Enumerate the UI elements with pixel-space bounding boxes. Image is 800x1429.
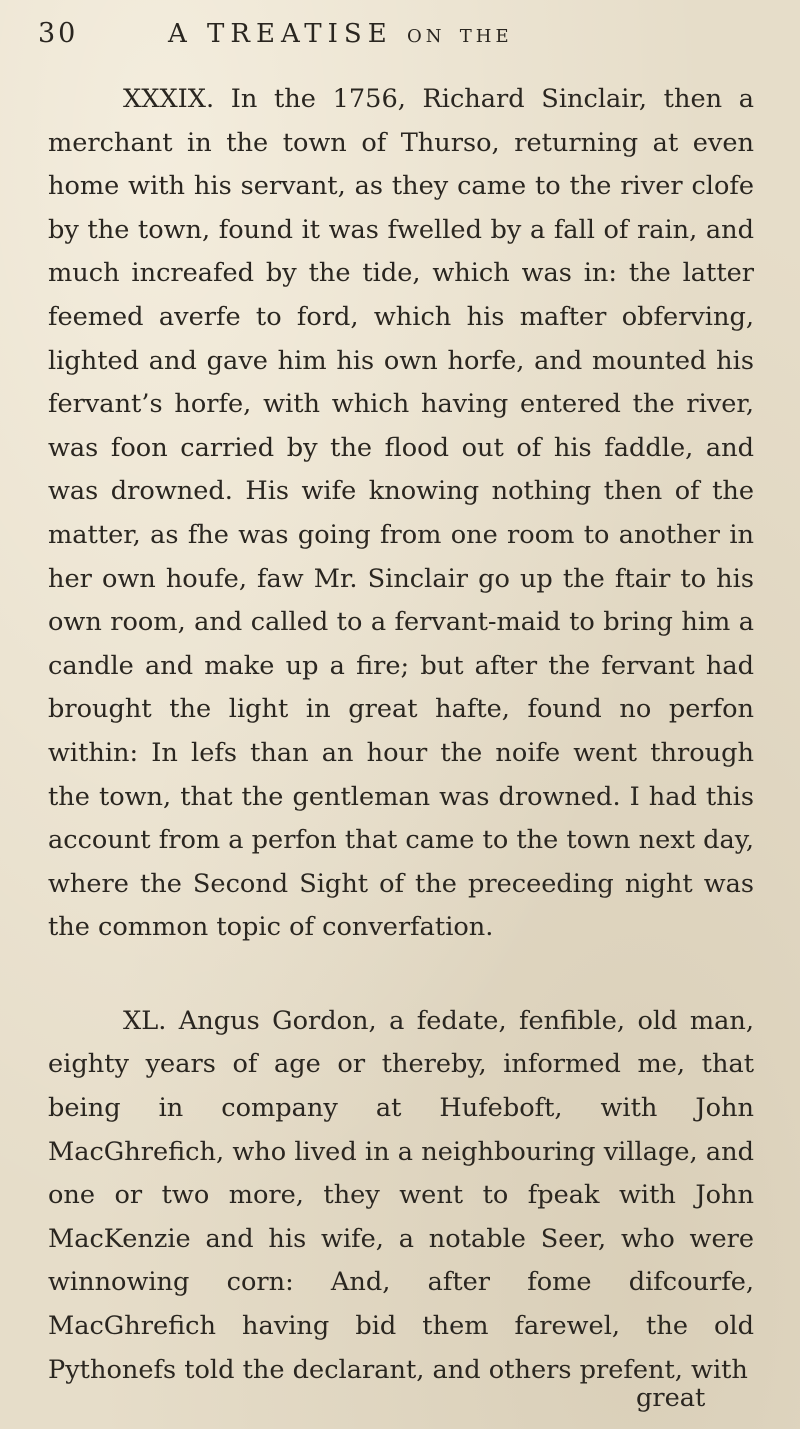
paragraph-xl: XL. Angus Gordon, a fedate, fenfible, old man, eighty years of age or thereby, informed me, that being in company at Hufeboft, with John MacGhrefich, who lived in a neighbouring village, and one or two more, they went to fpeak with John MacKenzie and his wife, a notable Seer, who were winnowing corn: And, after fome difcourfe, MacGhrefich having bid them farewel, the old Pythonefs told the declarant, and others prefent, with: [48, 1005, 754, 1385]
paragraph-xxxix: XXXIX. In the 1756, Richard Sinclair, then a merchant in the town of Thurso, returning at even home with his servant, as they came to the river clofe by the town, found it was fwelled by a fall of rain, and much increafed by the tide, which was in: the latter feemed averfe to ford, which his mafter obferving, lighted and gave him his own horfe, and mounted his fervant’s horfe, with which having entered the river, was foon carried by the flood out of his faddle, and was drowned. His wife knowing nothing then of the matter, as fhe was going from one room to another in her own houfe, faw Mr. Sinclair go up the ftair to his own room, and called to a fervant-maid to bring him a candle and make up a fire; but after the fervant had brought the light in great hafte, found no perfon within: In lefs than an hour the noife went through the town, that the gentleman was drowned. I had this account from a perfon that came to the town next day, where the Second Sight of the preceeding night was the common topic of converfation.: [48, 84, 754, 943]
running-title-main: A TREATISE: [168, 19, 393, 49]
body-text: [48, 78, 754, 1392]
running-title: [168, 14, 513, 57]
running-header: [38, 14, 778, 54]
running-title-the: THE: [459, 26, 513, 47]
running-title-on: ON: [406, 26, 446, 47]
catchword: great: [636, 1383, 706, 1413]
page-number: 30: [38, 18, 79, 49]
